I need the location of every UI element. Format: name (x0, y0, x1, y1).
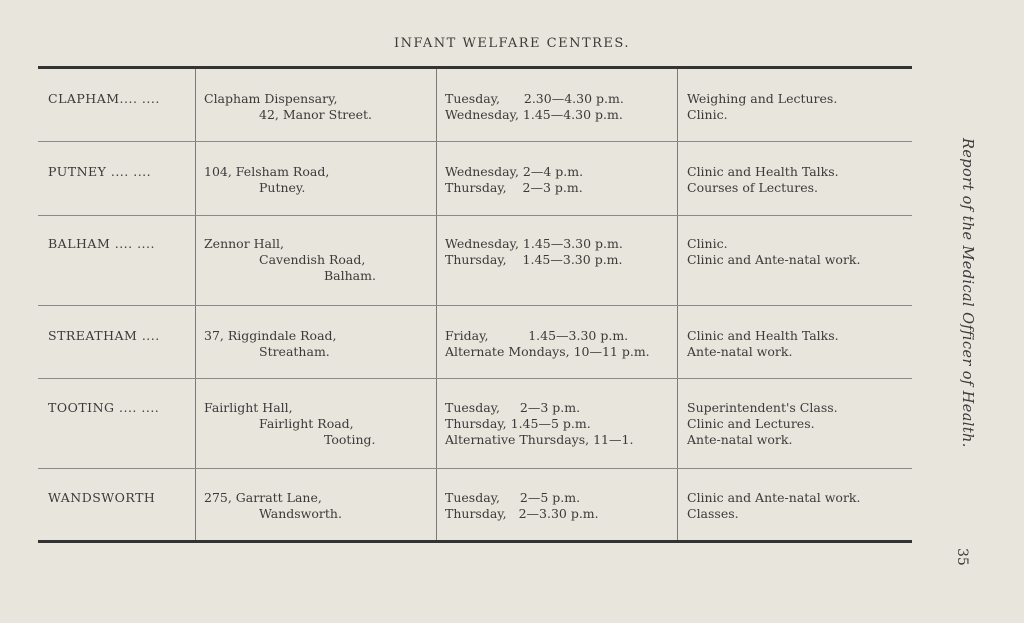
session-time: Thursday, 1.45—3.30 p.m. (445, 252, 623, 267)
activity: Clinic and Ante-natal work. (687, 252, 861, 267)
address-line: Balham. (324, 268, 376, 283)
address-line: 37, Riggindale Road, (204, 328, 337, 343)
activity: Clinic and Health Talks. (687, 328, 839, 343)
table-top-rule (38, 66, 912, 69)
page-title: INFANT WELFARE CENTRES. (394, 36, 630, 51)
activity: Classes. (687, 506, 739, 521)
activity: Ante-natal work. (687, 344, 793, 359)
activity: Clinic and Ante-natal work. (687, 490, 861, 505)
activity: Clinic. (687, 107, 728, 122)
session-time: Thursday, 2—3.30 p.m. (445, 506, 599, 521)
session-time: Tuesday, 2.30—4.30 p.m. (445, 91, 624, 106)
district-name: BALHAM .... .... (48, 236, 155, 251)
session-time: Thursday, 2—3 p.m. (445, 180, 583, 195)
row-separator (38, 305, 912, 306)
address-line: Putney. (259, 180, 306, 195)
district-name: WANDSWORTH (48, 490, 156, 505)
address-line: Fairlight Hall, (204, 400, 293, 415)
activity: Clinic. (687, 236, 728, 251)
row-separator (38, 215, 912, 216)
district-name: CLAPHAM.... .... (48, 91, 160, 106)
address-line: Tooting. (324, 432, 376, 447)
activity: Weighing and Lectures. (687, 91, 838, 106)
address-line: Fairlight Road, (259, 416, 354, 431)
row-separator (38, 141, 912, 142)
row-separator (38, 468, 912, 469)
session-time: Wednesday, 2—4 p.m. (445, 164, 584, 179)
address-line: 275, Garratt Lane, (204, 490, 322, 505)
address-line: 42, Manor Street. (259, 107, 372, 122)
page-number: 35 (954, 548, 970, 566)
address-line: Cavendish Road, (259, 252, 366, 267)
activity: Clinic and Lectures. (687, 416, 815, 431)
activity: Ante-natal work. (687, 432, 793, 447)
side-running-heading: Report of the Medical Officer of Health. (959, 138, 975, 448)
district-name: TOOTING .... .... (48, 400, 160, 415)
address-line: Streatham. (259, 344, 330, 359)
row-separator (38, 378, 912, 379)
session-time: Alternative Thursdays, 11—1. (445, 432, 634, 447)
session-time: Thursday, 1.45—5 p.m. (445, 416, 591, 431)
session-time: Alternate Mondays, 10—11 p.m. (445, 344, 650, 359)
session-time: Wednesday, 1.45—4.30 p.m. (445, 107, 623, 122)
session-time: Friday, 1.45—3.30 p.m. (445, 328, 629, 343)
session-time: Wednesday, 1.45—3.30 p.m. (445, 236, 623, 251)
activity: Superintendent's Class. (687, 400, 838, 415)
activity: Clinic and Health Talks. (687, 164, 839, 179)
address-line: Clapham Dispensary, (204, 91, 338, 106)
address-line: Wandsworth. (259, 506, 342, 521)
district-name: PUTNEY .... .... (48, 164, 152, 179)
address-line: 104, Felsham Road, (204, 164, 330, 179)
table-bottom-rule (38, 540, 912, 543)
activity: Courses of Lectures. (687, 180, 818, 195)
address-line: Zennor Hall, (204, 236, 284, 251)
district-name: STREATHAM .... (48, 328, 160, 343)
session-time: Tuesday, 2—5 p.m. (445, 490, 581, 505)
session-time: Tuesday, 2—3 p.m. (445, 400, 581, 415)
